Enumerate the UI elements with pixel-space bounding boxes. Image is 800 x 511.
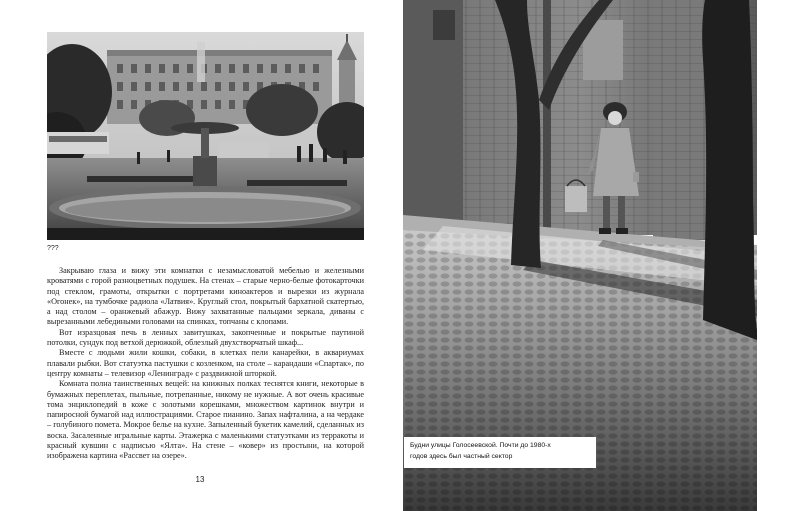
street-photo — [403, 0, 757, 511]
photo-caption: ??? — [47, 245, 59, 252]
paragraph: Комната полна таинственных вещей: на книжных полках теснятся книги, некоторые в бумажных переплетах, пыльные, потрепанные, никому не нужные. А вот очень красивые тома энциклопедий в коже с золотыми корешками, множеством картинок внутри и папиросной бумагой над иллюстрациями. Старое пианино. Запах нафталина, а на чердаке – голубиного помета. Мокрое белье на кухне. Запыленный букетик камелий, сделанных из воска. Засаленные игральные карты. Этажерка с маленькими статуэтками из терракоты и красный кувшин с надписью «Ялта». На стене – «ковер» из простыни, на которой изображена картина «Рассвет на озере». — [47, 379, 364, 461]
caption-line: годов здесь был частный сектор — [410, 453, 513, 460]
caption-line: Будни улицы Голосеевской. Почти до 1980-х — [410, 442, 551, 449]
paragraph: Вместе с людьми жили кошки, собаки, в клетках пели канарейки, в аквариумах плавали рыбки. Вот статуэтка пастушки с козленком, на столе – карандаши «Спартак», по центру комнаты – телевизор «Ленинград» с раздвижной шторкой. — [47, 348, 364, 378]
body-text — [47, 266, 364, 462]
paragraph: Закрываю глаза и вижу эти комнатки с незамысловатой мебелью и железными кроватями с горой разноцветных подушек. На стенах – старые черно-белые фотокарточки под стеклом, грамоты, открытки с портретами киноактеров и вырезки из журнала «Огонек», на тумбочке радиола «Латвия». Круглый стол, покрытый бархатной скатертью, а над столом – оранжевый абажур. Вижу захватанные пальцами зеркала, диваны с вырезанными лебедиными головами на спинках, топчаны с клопами. — [47, 266, 364, 327]
street-photo-caption — [404, 437, 596, 468]
city-square-photo — [47, 32, 364, 240]
right-page — [400, 0, 800, 511]
paragraph: Вот изразцовая печь в ленных завитушках, закопченные и покрытые паутиной потолки, сундук под ветхой дерюжкой, облезлый двухстворчатый шкаф... — [47, 327, 364, 348]
page-number: 13 — [195, 475, 205, 484]
